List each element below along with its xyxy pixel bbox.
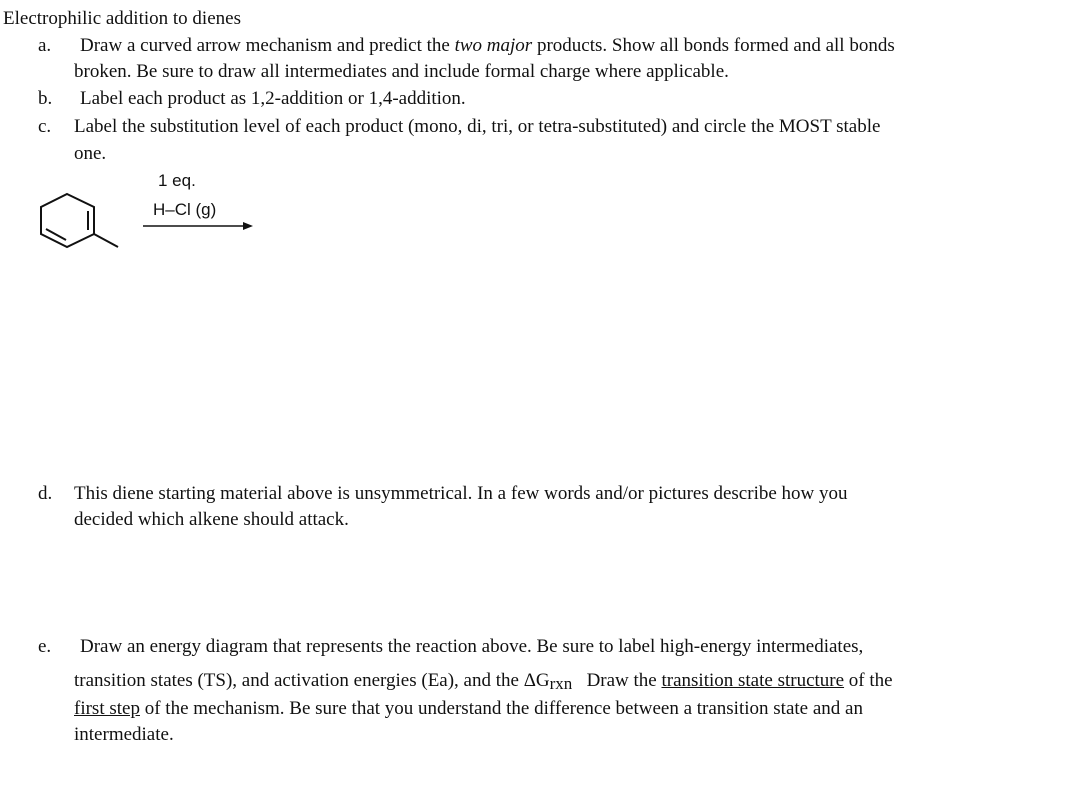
item-e-marker: e. bbox=[38, 636, 52, 657]
page-title: Electrophilic addition to dienes bbox=[3, 8, 241, 29]
item-a-line1-emphasis: two major bbox=[454, 35, 533, 56]
item-a-line1-post: products. Show all bonds formed and all bonds bbox=[532, 35, 895, 56]
arrow-head-icon bbox=[243, 222, 253, 230]
item-e-line2-mid: Draw the bbox=[572, 670, 662, 691]
item-e-line2-post: of the bbox=[844, 670, 893, 691]
item-e-line4: intermediate. bbox=[74, 724, 174, 745]
item-e-line1: Draw an energy diagram that represents the reaction above. Be sure to label high-energy intermediates, bbox=[80, 636, 864, 657]
reaction-arrow bbox=[0, 0, 260, 240]
delta-g-subscript: rxn bbox=[549, 674, 573, 693]
item-a-line2: broken. Be sure to draw all intermediates and include formal charge where applicable. bbox=[74, 61, 729, 82]
item-d-line2: decided which alkene should attack. bbox=[74, 509, 349, 530]
item-a-marker: a. bbox=[38, 35, 52, 56]
first-step-text: first step bbox=[74, 698, 140, 719]
item-e-line3-post: of the mechanism. Be sure that you understand the difference between a transition state and an bbox=[139, 698, 863, 719]
reagent-equiv: 1 eq. bbox=[158, 171, 196, 190]
transition-state-structure-text: transition state structure bbox=[661, 670, 845, 691]
item-e-line2 bbox=[74, 670, 893, 692]
item-a-line1-pre: Draw a curved arrow mechanism and predict the bbox=[80, 35, 455, 56]
item-c-marker: c. bbox=[38, 116, 52, 137]
reagent-formula: H–Cl (g) bbox=[153, 200, 217, 219]
item-d-marker: d. bbox=[38, 483, 53, 504]
item-c-line2: one. bbox=[74, 143, 107, 164]
item-c-line1: Label the substitution level of each product (mono, di, tri, or tetra-substituted) and circle the MOST stable bbox=[74, 116, 881, 137]
item-e-line3 bbox=[74, 698, 863, 720]
item-e-line2-pre: transition states (TS), and activation energies (Ea), and the ΔG bbox=[74, 670, 550, 691]
item-b-line1: Label each product as 1,2-addition or 1,4-addition. bbox=[80, 88, 466, 109]
item-d-line1: This diene starting material above is unsymmetrical. In a few words and/or pictures describe how you bbox=[74, 483, 848, 504]
item-b-marker: b. bbox=[38, 88, 53, 109]
